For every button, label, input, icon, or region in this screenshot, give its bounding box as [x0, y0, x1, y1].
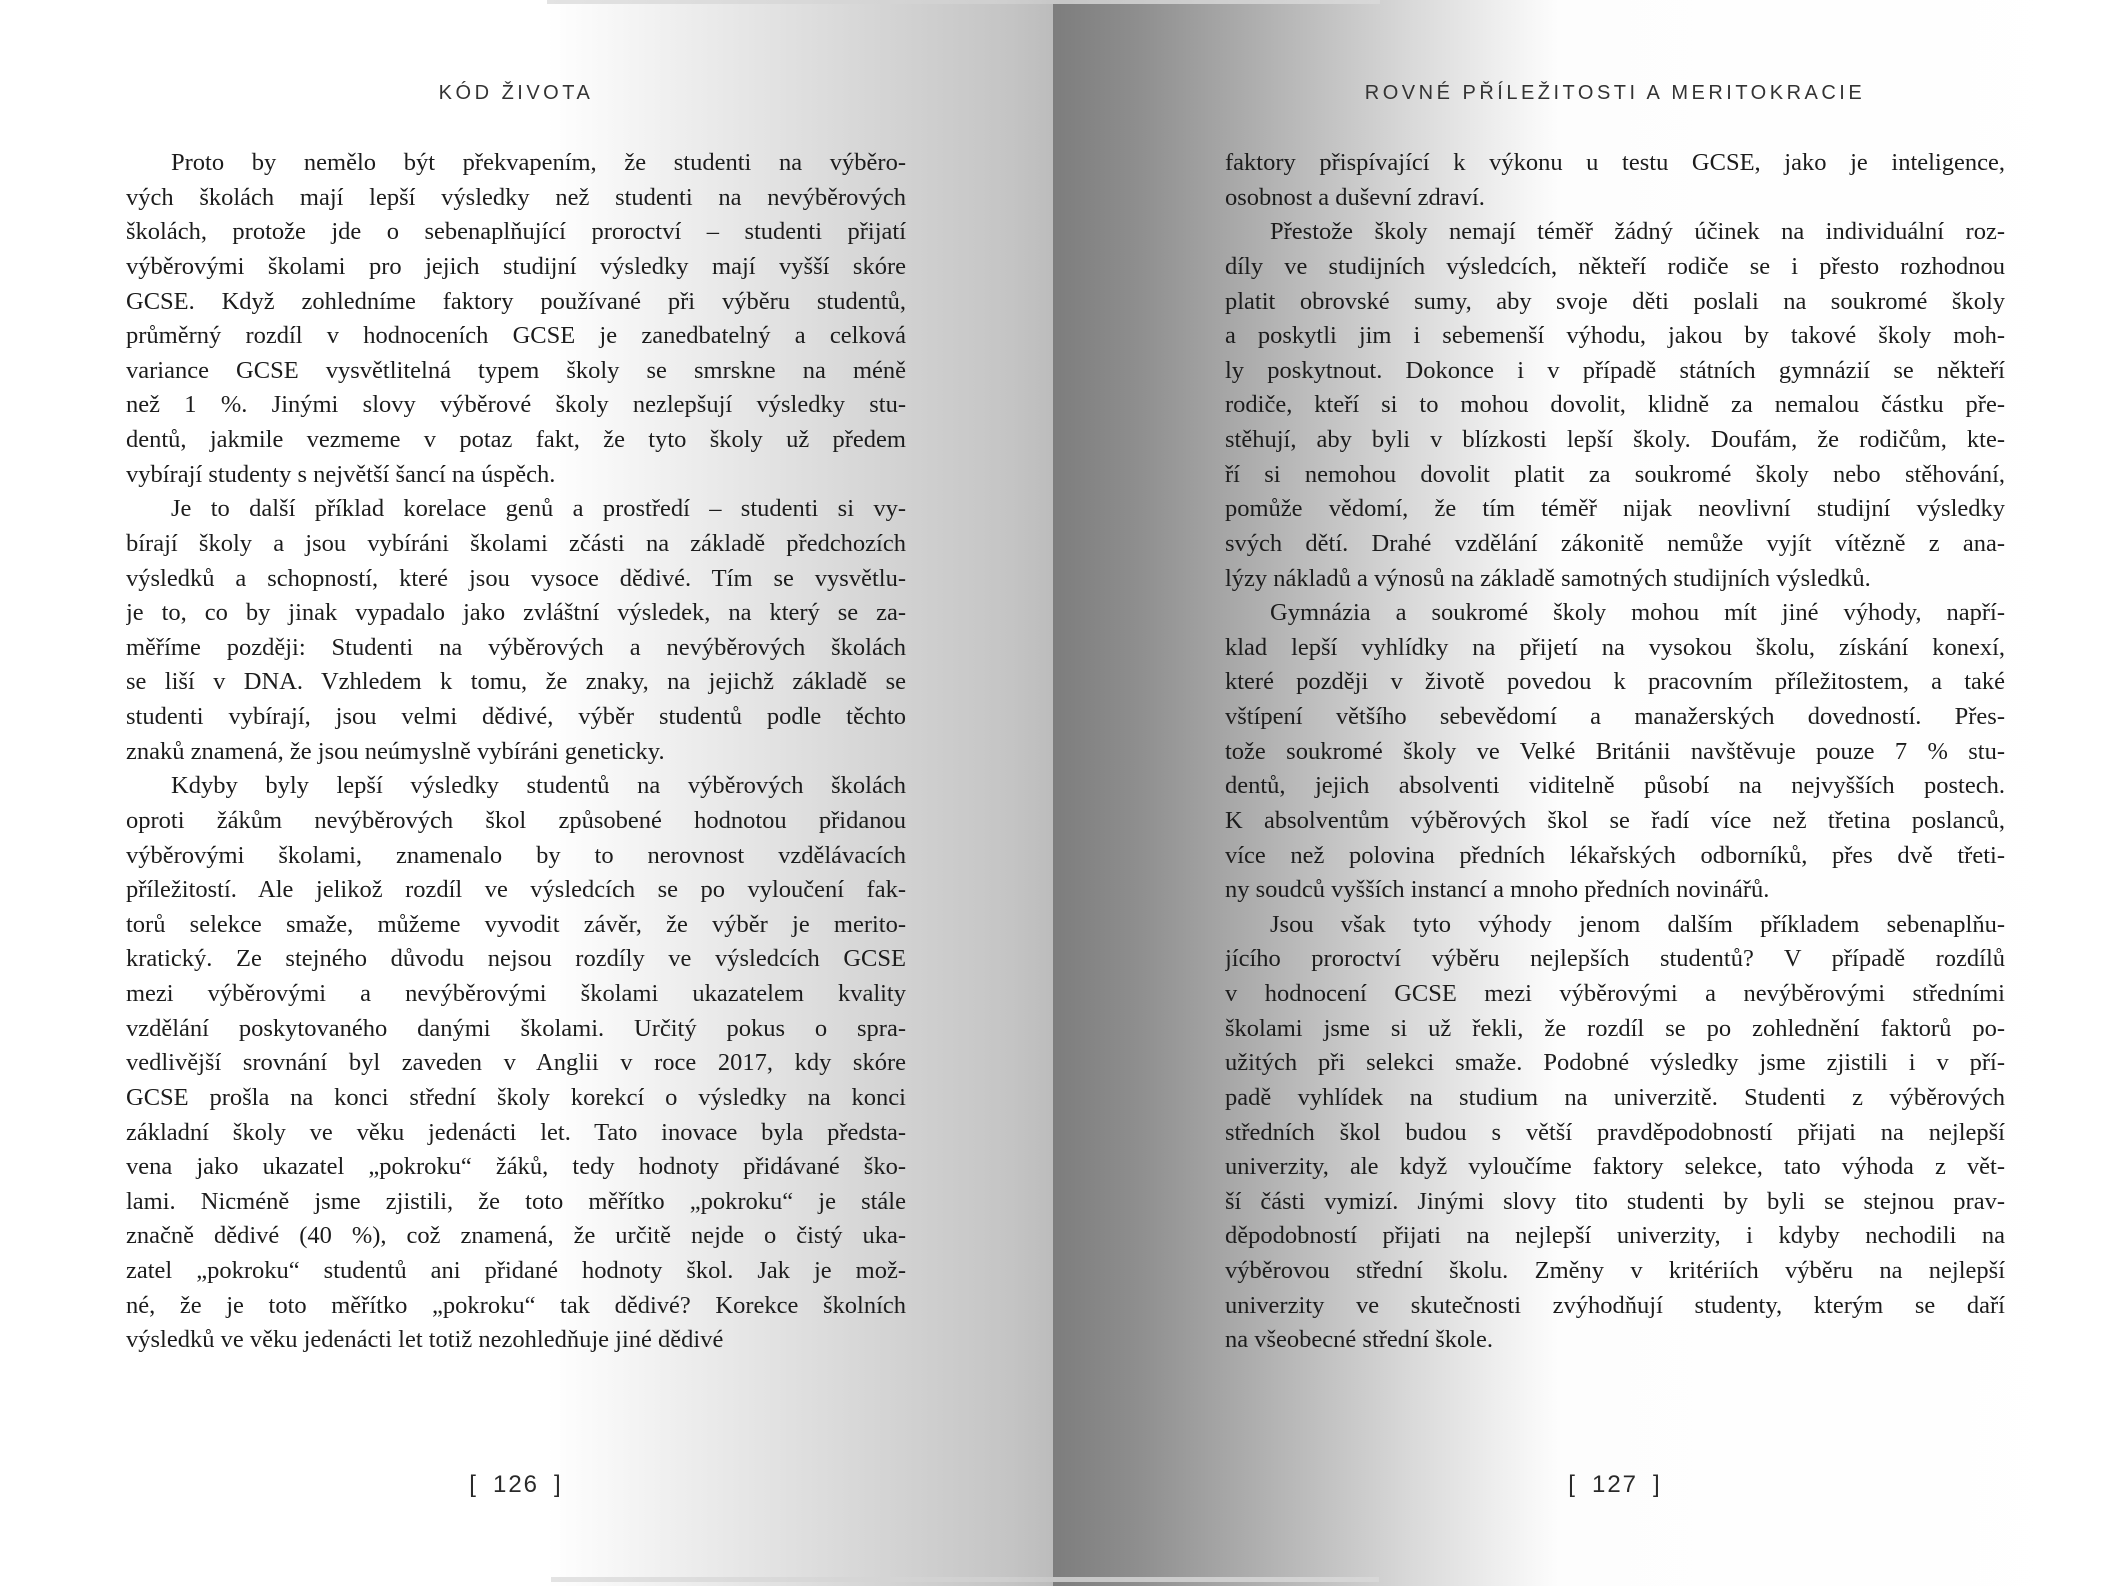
text-line: vých školách mají lepší výsledky než studenti na nevýběrových: [126, 183, 906, 211]
text-line: svých dětí. Drahé vzdělání zákonitě nemůže vyjít vítězně z ana-: [1225, 529, 2005, 557]
text-line: vzdělání poskytovaného danými školami. Určitý pokus o spra-: [126, 1014, 906, 1042]
text-line: se liší v DNA. Vzhledem k tomu, že znaky, na jejichž základě se: [126, 668, 906, 696]
text-line: mezi výběrovými a nevýběrovými školami ukazatelem kvality: [126, 980, 906, 1007]
text-line: výsledků ve věku jedenácti let totiž nezohledňuje jiné dědivé: [126, 1326, 724, 1354]
text-line: oproti žákům nevýběrových škol způsobené hodnotou přidanou: [126, 806, 906, 834]
folio-number: 127: [1591, 1471, 1639, 1498]
right-page-text: [1225, 146, 2005, 1358]
text-line: vena jako ukazatel „pokroku“ žáků, tedy hodnoty přidávané ško-: [126, 1153, 906, 1181]
text-line: kratický. Ze stejného důvodu nejsou rozdíly ve výsledcích GCSE: [126, 945, 906, 973]
folio-bracket-close: ]: [554, 1471, 563, 1498]
text-line: univerzity ve skutečnosti zvýhodňují studenty, kterým se daří: [1225, 1291, 2005, 1319]
text-line: díly ve studijních výsledcích, někteří rodiče se i přesto rozhodnou: [1225, 252, 2005, 280]
text-line: studenti vybírají, jsou velmi dědivé, výběr studentů podle těchto: [126, 703, 906, 730]
text-line: univerzity, ale když vyloučíme faktory selekce, tato výhoda z vět-: [1225, 1153, 2005, 1181]
text-line: Proto by nemělo být překvapením, že studenti na výběro-: [171, 149, 906, 176]
text-line: značně dědivé (40 %), což znamená, že určitě nejde o čistý uka-: [126, 1222, 906, 1250]
text-line: platit obrovské sumy, aby svoje děti poslali na soukromé školy: [1225, 287, 2005, 315]
page-edge-bottom: [551, 1577, 1379, 1582]
folio-bracket-open: [: [469, 1471, 478, 1498]
text-line: Jsou však tyto výhody jenom dalším příkladem sebenaplňu-: [1270, 910, 2005, 938]
text-line: ny soudců vyšších instancí a mnoho předních novinářů.: [1225, 876, 1770, 904]
text-line: vedlivější srovnání byl zaveden v Anglii v roce 2017, kdy skóre: [126, 1049, 906, 1077]
text-line: dentů, jakmile vezmeme v potaz fakt, že tyto školy už předem: [126, 426, 906, 453]
text-line: torů selekce smaže, můžeme vyvodit závěr, že výběr je merito-: [126, 910, 906, 938]
text-line: a poskytli jim i sebemenší výhodu, jakou by takové školy moh-: [1225, 322, 2005, 350]
text-line: školách, protože jde o sebenaplňující proroctví – studenti přijatí: [126, 218, 906, 246]
left-folio: [126, 1470, 906, 1500]
text-line: než 1 %. Jinými slovy výběrové školy nezlepšují výsledky stu-: [126, 391, 906, 419]
text-line: školami jsme si už řekli, že rozdíl se po zohlednění faktorů po-: [1225, 1014, 2005, 1042]
text-line: osobnost a duševní zdraví.: [1225, 183, 1485, 211]
right-folio: [1225, 1470, 2005, 1500]
text-line: na všeobecné střední škole.: [1225, 1326, 1494, 1354]
text-line: K absolventům výběrových škol se řadí více než třetina poslanců,: [1225, 806, 2005, 834]
text-line: variance GCSE vysvětlitelná typem školy se smrskne na méně: [126, 356, 906, 384]
text-line: lami. Nicméně jsme zjistili, že toto měřítko „pokroku“ je stále: [126, 1187, 906, 1215]
text-line: Kdyby byly lepší výsledky studentů na výběrových školách: [171, 772, 906, 800]
text-line: středních škol budou s větší pravděpodobností přijati na nejlepší: [1225, 1118, 2005, 1146]
text-line: základní školy ve věku jedenácti let. Tato inovace byla předsta-: [126, 1118, 906, 1146]
page-edge-top: [547, 0, 1380, 4]
text-line: výsledků a schopností, které jsou vysoce dědivé. Tím se vysvětlu-: [126, 564, 906, 592]
text-line: stěhují, aby byli v blízkosti lepší školy. Doufám, že rodičům, kte-: [1225, 426, 2005, 453]
text-line: dentů, jejich absolventi viditelně působí na nejvyšších postech.: [1225, 772, 2005, 800]
text-line: výběrovými školami pro jejich studijní výsledky mají vyšší skóre: [126, 252, 906, 280]
text-line: padě vyhlídek na studium na univerzitě. Studenti z výběrových: [1225, 1083, 2005, 1111]
text-line: výběrovými školami, znamenalo by to nerovnost vzdělávacích: [126, 841, 906, 869]
text-line: bírají školy a jsou vybíráni školami zčásti na základě předchozích: [126, 529, 906, 557]
text-line: né, že je toto měřítko „pokroku“ tak dědivé? Korekce školních: [126, 1291, 906, 1319]
text-line: v hodnocení GCSE mezi výběrovými a nevýběrovými středními: [1225, 980, 2005, 1007]
text-line: faktory přispívající k výkonu u testu GCSE, jako je inteligence,: [1225, 149, 2005, 176]
text-line: je to, co by jinak vypadalo jako zvláštní výsledek, na který se za-: [126, 599, 906, 627]
text-line: lýzy nákladů a výnosů na základě samotných studijních výsledků.: [1225, 564, 1871, 592]
folio-number: 126: [492, 1471, 540, 1498]
text-line: pomůže vědomí, že tím téměř nijak neovlivní studijní výsledky: [1225, 495, 2005, 523]
text-line: ří si nemohou dovolit platit za soukromé školy nebo stěhování,: [1225, 460, 2005, 488]
text-line: GCSE prošla na konci střední školy korekcí o výsledky na konci: [126, 1083, 906, 1111]
text-line: znaků znamená, že jsou neúmyslně vybíráni geneticky.: [126, 737, 665, 765]
text-line: klad lepší vyhlídky na přijetí na vysokou školu, získání konexí,: [1225, 633, 2005, 661]
text-line: příležitostí. Ale jelikož rozdíl ve výsledcích se po vyloučení fak-: [126, 876, 906, 904]
text-line: jícího proroctví výběru nejlepších studentů? V případě rozdílů: [1225, 945, 2005, 973]
text-line: zatel „pokroku“ studentů ani přidané hodnoty škol. Jak je mož-: [126, 1257, 906, 1284]
left-page-text: [126, 146, 906, 1358]
folio-bracket-close: ]: [1653, 1471, 1662, 1498]
running-header-right: ROVNÉ PŘÍLEŽITOSTI A MERITOKRACIE: [1364, 82, 1866, 104]
text-line: Přestože školy nemají téměř žádný účinek na individuální roz-: [1270, 218, 2005, 246]
folio-bracket-open: [: [1568, 1471, 1577, 1498]
text-line: které později v životě povedou k pracovním příležitostem, a také: [1225, 668, 2005, 696]
text-line: děpodobností přijati na nejlepší univerzity, i kdyby nechodili na: [1225, 1222, 2005, 1250]
text-line: výběrovou střední školu. Změny v kritériích výběru na nejlepší: [1225, 1257, 2005, 1284]
text-line: měříme později: Studenti na výběrových a nevýběrových školách: [126, 633, 906, 661]
text-line: tože soukromé školy ve Velké Británii navštěvuje pouze 7 % stu-: [1225, 737, 2005, 765]
text-line: ly poskytnout. Dokonce i v případě státních gymnázií se někteří: [1225, 356, 2005, 384]
text-line: rodiče, kteří si to mohou dovolit, klidně za nemalou částku pře-: [1225, 391, 2005, 419]
text-line: Je to další příklad korelace genů a prostředí – studenti si vy-: [171, 495, 906, 523]
running-header-left: KÓD ŽIVOTA: [438, 82, 594, 104]
text-line: vštípení většího sebevědomí a manažerských dovedností. Přes-: [1225, 703, 2005, 730]
text-line: Gymnázia a soukromé školy mohou mít jiné výhody, napří-: [1270, 599, 2005, 627]
text-line: více než polovina předních lékařských odborníků, přes dvě třeti-: [1225, 841, 2005, 869]
text-line: GCSE. Když zohledníme faktory používané při výběru studentů,: [126, 287, 906, 315]
text-line: ší části vymizí. Jinými slovy tito studenti by byli se stejnou prav-: [1225, 1187, 2005, 1215]
text-line: vybírají studenty s největší šancí na úspěch.: [126, 460, 556, 488]
text-line: užitých při selekci smaže. Podobné výsledky jsme zjistili i v pří-: [1225, 1049, 2005, 1077]
text-line: průměrný rozdíl v hodnoceních GCSE je zanedbatelný a celková: [126, 322, 906, 350]
